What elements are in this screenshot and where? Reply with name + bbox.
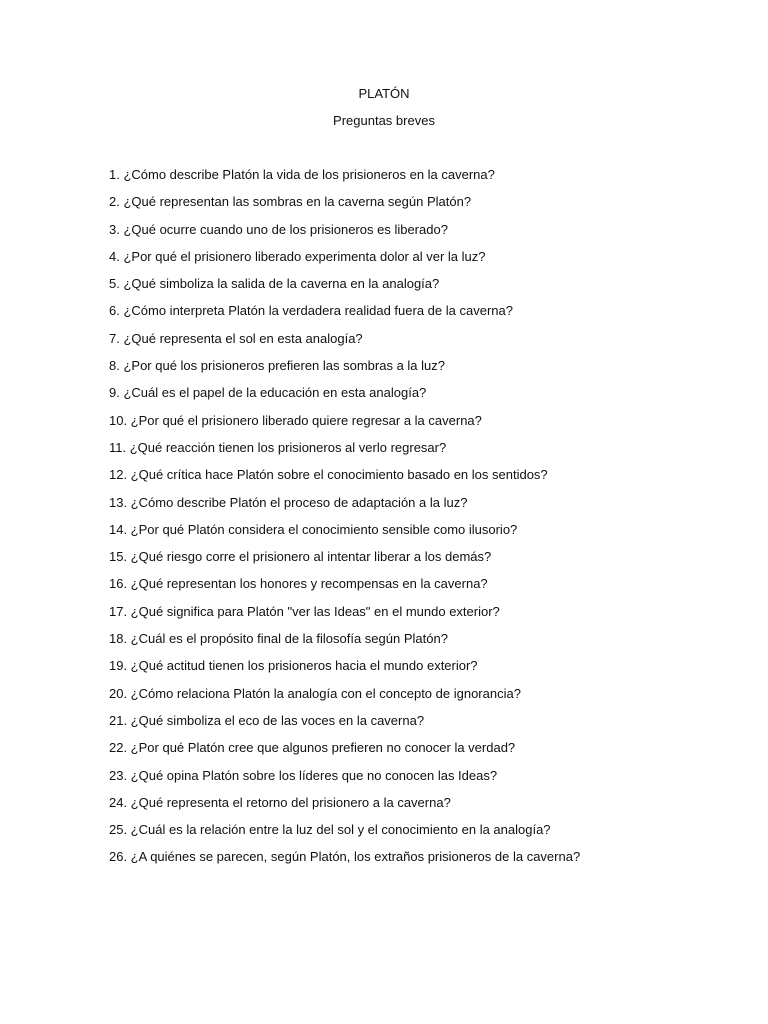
question-item: 10. ¿Por qué el prisionero liberado quiere regresar a la caverna? (109, 412, 482, 428)
question-item: 22. ¿Por qué Platón cree que algunos prefieren no conocer la verdad? (109, 740, 516, 756)
question-list (109, 166, 749, 876)
question-item: 6. ¿Cómo interpreta Platón la verdadera realidad fuera de la caverna? (109, 303, 513, 319)
question-item: 15. ¿Qué riesgo corre el prisionero al intentar liberar a los demás? (109, 549, 492, 565)
question-item: 2. ¿Qué representan las sombras en la caverna según Platón? (109, 194, 472, 210)
question-item: 11. ¿Qué reacción tienen los prisioneros al verlo regresar? (109, 439, 447, 455)
question-item: 3. ¿Qué ocurre cuando uno de los prisioneros es liberado? (109, 221, 448, 237)
question-item: 8. ¿Por qué los prisioneros prefieren las sombras a la luz? (109, 358, 445, 374)
question-item: 4. ¿Por qué el prisionero liberado experimenta dolor al ver la luz? (109, 248, 486, 264)
question-item: 25. ¿Cuál es la relación entre la luz del sol y el conocimiento en la analogía? (109, 822, 551, 838)
document-subtitle: Preguntas breves (333, 113, 435, 128)
question-item: 24. ¿Qué representa el retorno del prisionero a la caverna? (109, 794, 451, 810)
question-item: 5. ¿Qué simboliza la salida de la caverna en la analogía? (109, 276, 440, 292)
document-title: PLATÓN (358, 86, 410, 101)
question-item: 13. ¿Cómo describe Platón el proceso de adaptación a la luz? (109, 494, 468, 510)
question-item: 23. ¿Qué opina Platón sobre los líderes que no conocen las Ideas? (109, 767, 498, 783)
question-item: 9. ¿Cuál es el papel de la educación en esta analogía? (109, 385, 427, 401)
question-item: 20. ¿Cómo relaciona Platón la analogía con el concepto de ignorancia? (109, 685, 521, 701)
question-item: 12. ¿Qué crítica hace Platón sobre el conocimiento basado en los sentidos? (109, 467, 548, 483)
question-item: 14. ¿Por qué Platón considera el conocimiento sensible como ilusorio? (109, 521, 518, 537)
question-item: 1. ¿Cómo describe Platón la vida de los prisioneros en la caverna? (109, 167, 495, 182)
question-item: 18. ¿Cuál es el propósito final de la filosofía según Platón? (109, 631, 448, 647)
question-item: 7. ¿Qué representa el sol en esta analogía? (109, 330, 363, 346)
question-item: 19. ¿Qué actitud tienen los prisioneros hacia el mundo exterior? (109, 658, 478, 674)
question-item: 16. ¿Qué representan los honores y recompensas en la caverna? (109, 576, 488, 592)
question-item: 21. ¿Qué simboliza el eco de las voces en la caverna? (109, 712, 425, 728)
question-item: 17. ¿Qué significa para Platón "ver las Ideas" en el mundo exterior? (109, 603, 500, 619)
question-item: 26. ¿A quiénes se parecen, según Platón, los extraños prisioneros de la caverna? (109, 849, 581, 865)
